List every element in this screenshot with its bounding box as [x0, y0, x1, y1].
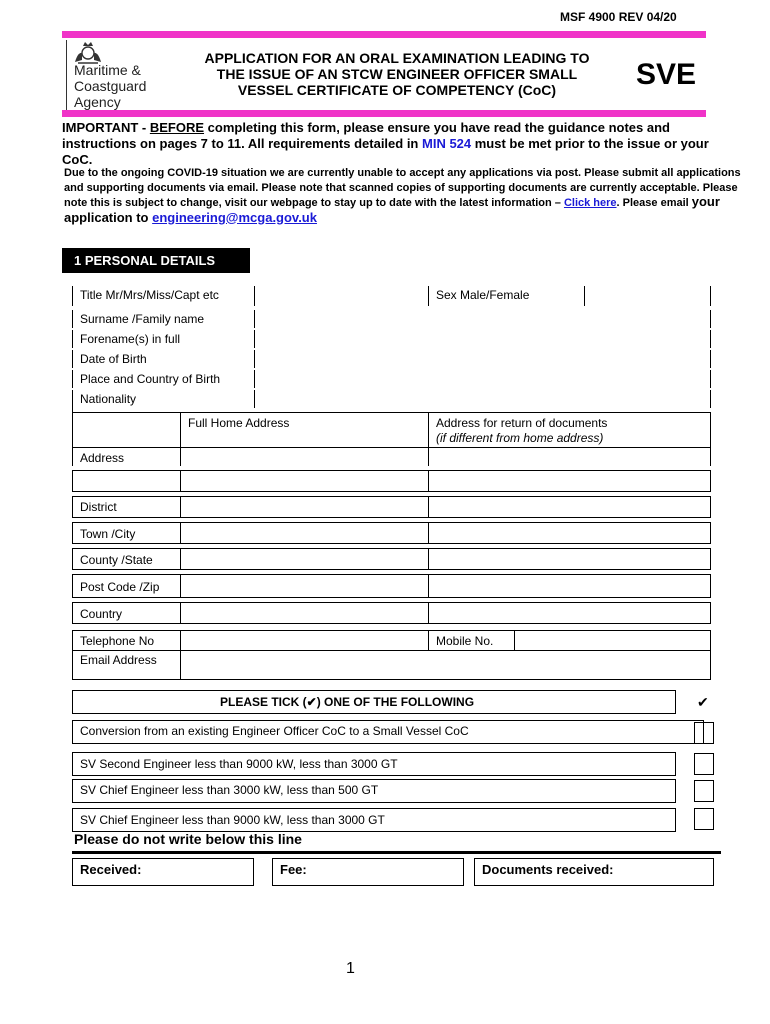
- return-county-input[interactable]: [429, 549, 710, 569]
- agency-line3: Agency: [74, 94, 121, 110]
- address-label: Address: [80, 451, 125, 465]
- option-label-4: SV Chief Engineer less than 9000 kW, less than 3000 GT: [80, 813, 385, 827]
- important-notice: [62, 120, 722, 168]
- title-line1: APPLICATION FOR AN ORAL EXAMINATION LEADING TO: [204, 50, 590, 66]
- return-town-input[interactable]: [429, 523, 710, 543]
- title-line3: VESSEL CERTIFICATE OF COMPETENCY (CoC): [237, 82, 557, 98]
- home-postcode-input[interactable]: [181, 575, 427, 597]
- option-checkbox-2[interactable]: [694, 753, 714, 775]
- surname-input[interactable]: [255, 310, 710, 328]
- country-label: Country: [80, 607, 123, 621]
- home-address-input-1[interactable]: [181, 450, 427, 464]
- return-district-input[interactable]: [429, 497, 710, 517]
- home-country-input[interactable]: [181, 603, 427, 623]
- return-address-input-2[interactable]: [429, 471, 710, 491]
- documents-received-label: Documents received:: [482, 862, 614, 877]
- title-label: Title Mr/Mrs/Miss/Capt etc: [80, 288, 219, 302]
- agency-line2: Coastguard: [74, 78, 147, 94]
- telephone-input[interactable]: [181, 631, 427, 649]
- email-label: Email Address: [80, 653, 157, 667]
- nationality-input[interactable]: [255, 390, 710, 408]
- page-number: 1: [346, 960, 355, 977]
- royal-crest-icon: [72, 40, 104, 64]
- logo-rule: [66, 40, 67, 110]
- agency-line1: Maritime &: [74, 62, 141, 78]
- mobile-input[interactable]: [515, 631, 710, 649]
- option-checkbox-1[interactable]: [694, 722, 714, 744]
- full-home-address-label: Full Home Address: [188, 416, 290, 430]
- district-label: District: [80, 500, 117, 514]
- option-checkbox-3[interactable]: [694, 780, 714, 802]
- tick-header: PLEASE TICK (✔) ONE OF THE FOLLOWING: [220, 695, 475, 709]
- home-town-input[interactable]: [181, 523, 427, 543]
- important-text: completing this form, please ensure you have read the guidance notes and instructions on pages 7 to 11. All requirements detailed in: [62, 120, 670, 151]
- do-not-write-note: Please do not write below this line: [74, 831, 302, 847]
- form-title: [172, 50, 622, 98]
- option-label-2: SV Second Engineer less than 9000 kW, less than 3000 GT: [80, 757, 398, 771]
- town-label: Town /City: [80, 527, 136, 541]
- nationality-label: Nationality: [80, 392, 137, 406]
- covid-notice: [64, 166, 744, 226]
- return-country-input[interactable]: [429, 603, 710, 623]
- pob-input[interactable]: [255, 370, 710, 388]
- check-mark-icon: ✔: [697, 694, 709, 710]
- home-district-input[interactable]: [181, 497, 427, 517]
- mobile-label: Mobile No.: [436, 634, 494, 648]
- sex-label: Sex Male/Female: [436, 288, 530, 302]
- option-label-3: SV Chief Engineer less than 3000 kW, less than 500 GT: [80, 783, 379, 797]
- important-text-end: must be met prior to the issue or your CoC.: [62, 136, 709, 167]
- pob-label: Place and Country of Birth: [80, 372, 221, 386]
- agency-logo-text: [74, 62, 146, 110]
- return-address-input-1[interactable]: [429, 450, 710, 464]
- sex-input[interactable]: [585, 286, 709, 306]
- email-input[interactable]: [181, 651, 710, 679]
- form-reference: MSF 4900 REV 04/20: [560, 10, 677, 24]
- surname-label: Surname /Family name: [80, 312, 205, 326]
- covid-text-application: your application to: [64, 194, 720, 225]
- return-address-label: Address for return of documents: [436, 416, 608, 430]
- received-label: Received:: [80, 862, 142, 877]
- home-address-input-2[interactable]: [181, 471, 427, 491]
- click-here-link[interactable]: Click here: [563, 197, 617, 209]
- option-label-1: Conversion from an existing Engineer Officer CoC to a Small Vessel CoC: [80, 724, 469, 738]
- title-input[interactable]: [255, 286, 427, 306]
- address-header-box: [72, 412, 711, 448]
- option-checkbox-4[interactable]: [694, 808, 714, 830]
- bottom-accent-bar: [62, 110, 706, 117]
- min-reference: MIN 524: [422, 136, 472, 151]
- title-line2: THE ISSUE OF AN STCW ENGINEER OFFICER SMALL: [216, 66, 578, 82]
- important-before: BEFORE: [149, 120, 205, 135]
- covid-text-email: . Please email: [616, 197, 692, 209]
- forenames-label: Forename(s) in full: [80, 332, 181, 346]
- dob-input[interactable]: [255, 350, 710, 368]
- return-postcode-input[interactable]: [429, 575, 710, 597]
- fee-label: Fee:: [280, 862, 307, 877]
- forenames-input[interactable]: [255, 330, 710, 348]
- postcode-label: Post Code /Zip: [80, 580, 160, 594]
- top-accent-bar: [62, 31, 706, 38]
- form-code: SVE: [636, 58, 697, 91]
- dob-label: Date of Birth: [80, 352, 147, 366]
- telephone-label: Telephone No: [80, 634, 155, 648]
- return-address-note: (if different from home address): [436, 431, 604, 445]
- home-county-input[interactable]: [181, 549, 427, 569]
- email-link[interactable]: engineering@mcga.gov.uk: [152, 209, 317, 225]
- important-prefix: IMPORTANT -: [62, 120, 150, 135]
- county-label: County /State: [80, 553, 153, 567]
- section-header-personal-details: 1 PERSONAL DETAILS: [62, 248, 250, 273]
- separator-rule: [72, 851, 721, 854]
- covid-text: Due to the ongoing COVID-19 situation we are currently unable to accept any applications via post. Please submit all applications and supporting documents via email. Please note that scanned copies of supporting documents are currently acceptable. Please note this is subject to change, visit our webpage to stay up to date with the latest information –: [64, 167, 741, 209]
